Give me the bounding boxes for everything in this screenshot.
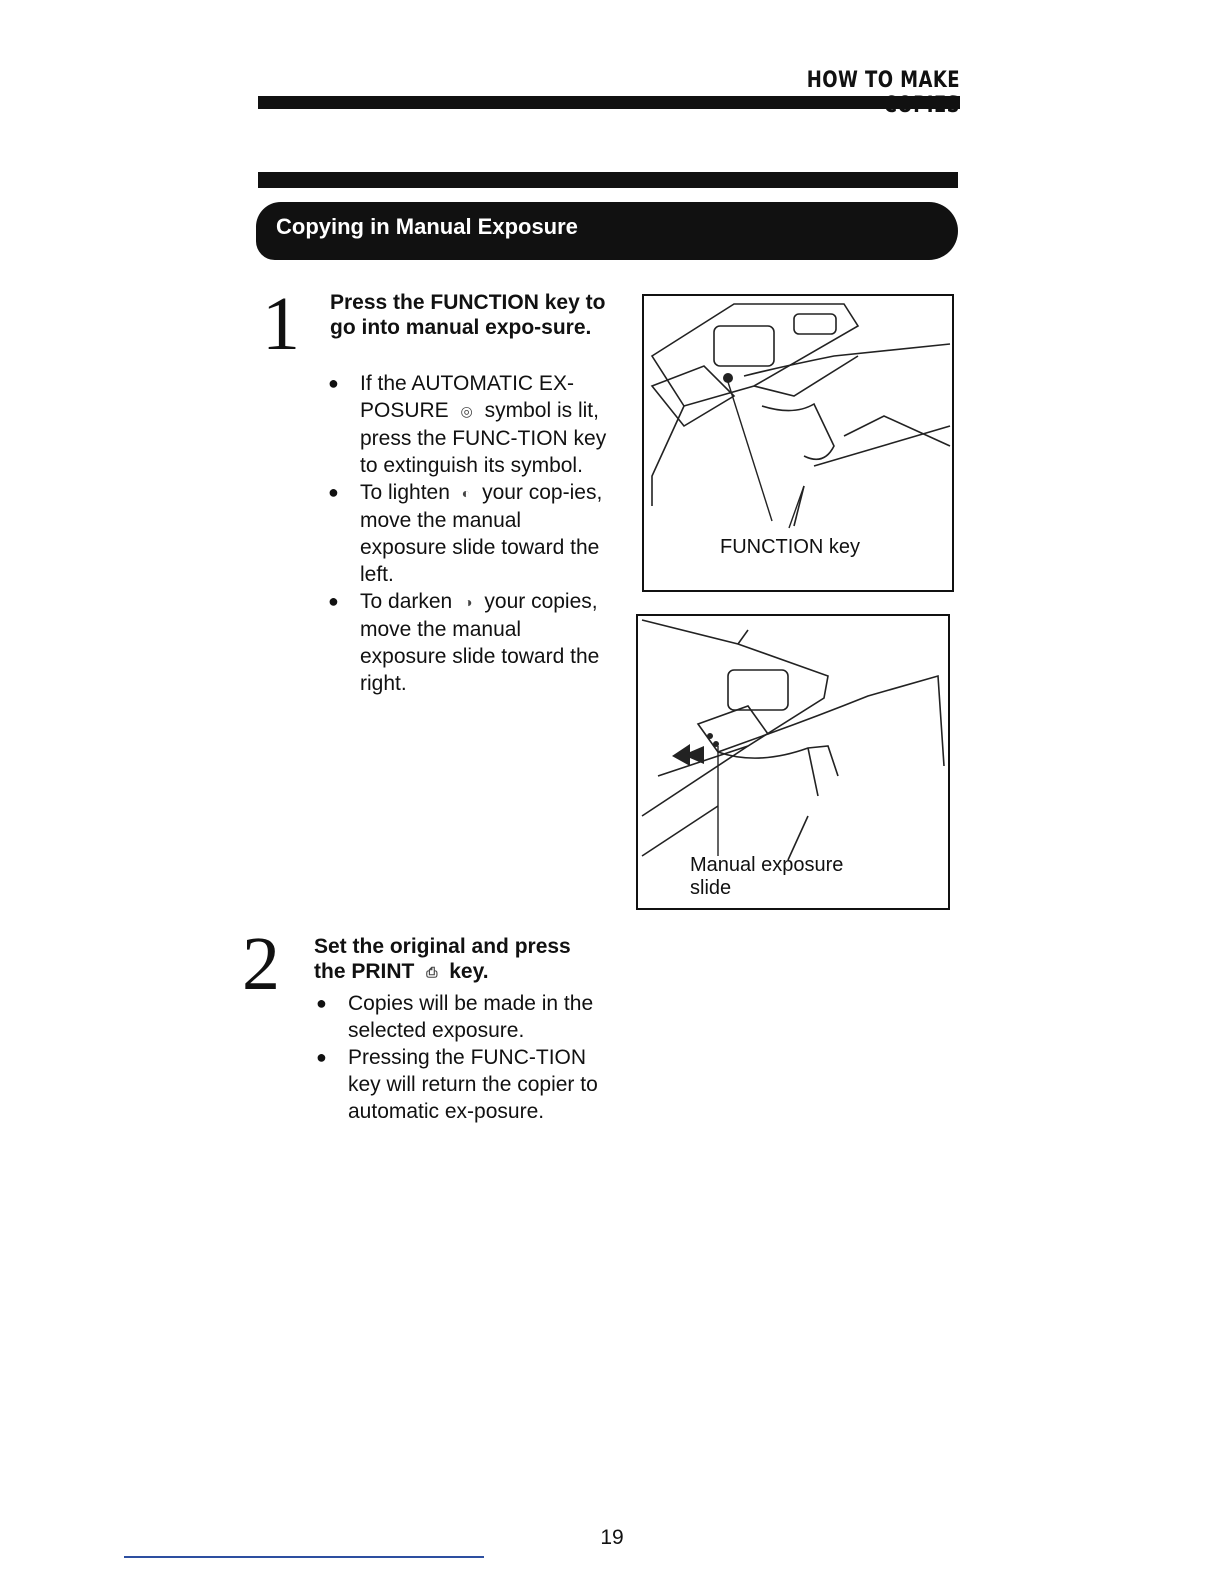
step-1-bullets bbox=[326, 370, 612, 697]
list-item: ● If the AUTOMATIC EX-POSURE ◎ symbol is lit, press the FUNC-TION key to extinguish its symbol. bbox=[328, 372, 607, 477]
print-icon: ⎙ bbox=[426, 963, 438, 980]
section-title: Copying in Manual Exposure bbox=[276, 214, 578, 239]
exposure-slide-caption: Manual exposure slide bbox=[690, 854, 844, 899]
page-number: 19 bbox=[600, 1526, 624, 1549]
section-divider bbox=[258, 172, 958, 188]
scan-artifact-line bbox=[124, 1556, 484, 1558]
function-key-illustration bbox=[642, 294, 954, 592]
function-key-caption: FUNCTION key bbox=[720, 536, 860, 558]
exposure-slide-illustration bbox=[636, 614, 950, 910]
step-1-number: 1 bbox=[262, 282, 300, 366]
bullet-icon: ● bbox=[328, 590, 339, 611]
step-1-heading: Press the FUNCTION key to go into manual expo-sure. bbox=[330, 291, 606, 339]
step-2-heading: Set the original and press the PRINT ⎙ key. bbox=[314, 935, 571, 983]
lighten-icon: ◐ bbox=[461, 484, 471, 501]
step-2-number: 2 bbox=[242, 922, 280, 1006]
list-item: ● To darken ◑ your copies, move the manual exposure slide toward the right. bbox=[328, 589, 600, 695]
auto-exposure-icon: ◎ bbox=[460, 402, 473, 419]
list-item: ● Copies will be made in the selected exposure. bbox=[316, 992, 594, 1042]
page-header-title: HOW TO MAKE bbox=[806, 68, 960, 93]
step-2-bullets bbox=[314, 990, 600, 1125]
bullet-icon: ● bbox=[316, 993, 327, 1013]
darken-icon: ◑ bbox=[464, 593, 473, 610]
bullet-icon: ● bbox=[316, 1047, 327, 1067]
list-item: ● Pressing the FUNC-TION key will return the copier to automatic ex-posure. bbox=[316, 1046, 598, 1123]
bullet-icon: ● bbox=[328, 373, 339, 393]
section-banner bbox=[256, 202, 958, 260]
header-divider bbox=[258, 96, 960, 109]
list-item: ● To lighten ◐ your cop-ies, move the manual exposure slide toward the left. bbox=[328, 480, 603, 586]
bullet-icon: ● bbox=[328, 481, 339, 502]
